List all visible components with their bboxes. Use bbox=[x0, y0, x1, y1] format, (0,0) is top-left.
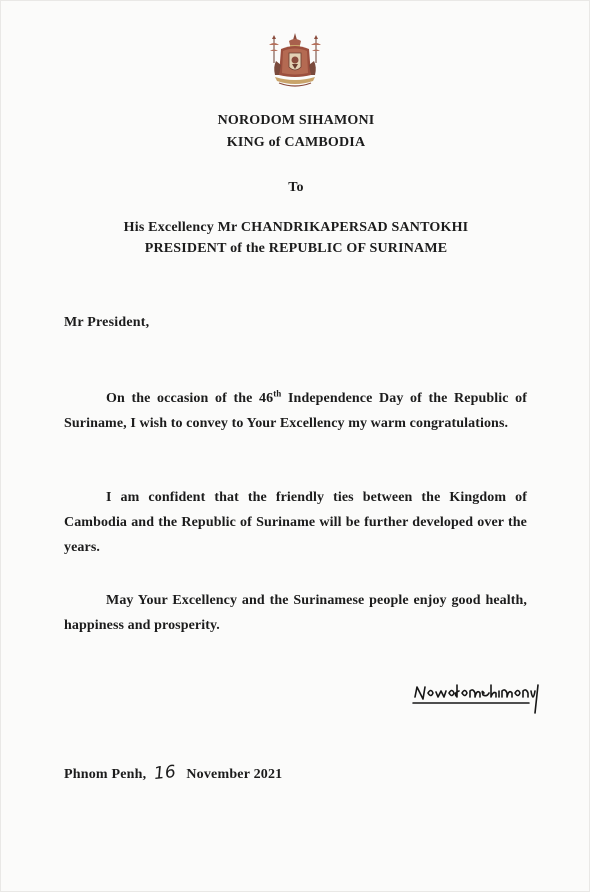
place: Phnom Penh, bbox=[64, 767, 147, 782]
sender-name: NORODOM SIHAMONI bbox=[217, 113, 375, 128]
salutation: Mr President, bbox=[64, 315, 150, 330]
recipient-name: His Excellency Mr CHANDRIKAPERSAD SANTOKHI bbox=[123, 220, 469, 235]
month-year: November 2021 bbox=[186, 767, 283, 782]
place-and-date bbox=[64, 763, 282, 783]
paragraph-2 bbox=[64, 485, 527, 560]
sender-title: KING of CAMBODIA bbox=[226, 135, 366, 150]
royal-coat-of-arms-icon bbox=[259, 31, 331, 91]
handwritten-day: 16 bbox=[153, 761, 178, 785]
to-label: To bbox=[288, 180, 304, 195]
recipient-title: PRESIDENT of the REPUBLIC OF SURINAME bbox=[144, 241, 448, 256]
paragraph-3 bbox=[64, 588, 527, 638]
paragraph-2-text: I am confident that the friendly ties between the Kingdom of Cambodia and the Republic of Suriname will be further developed over the years. bbox=[64, 490, 527, 555]
paragraph-1-end: Independence Day of the Republic of Suriname, I wish to convey to Your Excellency my warm congratulations. bbox=[64, 391, 527, 431]
paragraph-1-start: On the occasion of the 46 bbox=[106, 391, 274, 406]
handwritten-signature bbox=[409, 673, 559, 721]
ordinal-suffix: th bbox=[273, 388, 282, 399]
paragraph-1 bbox=[64, 386, 527, 436]
paragraph-3-text: May Your Excellency and the Surinamese people enjoy good health, happiness and prosperity. bbox=[64, 593, 527, 633]
